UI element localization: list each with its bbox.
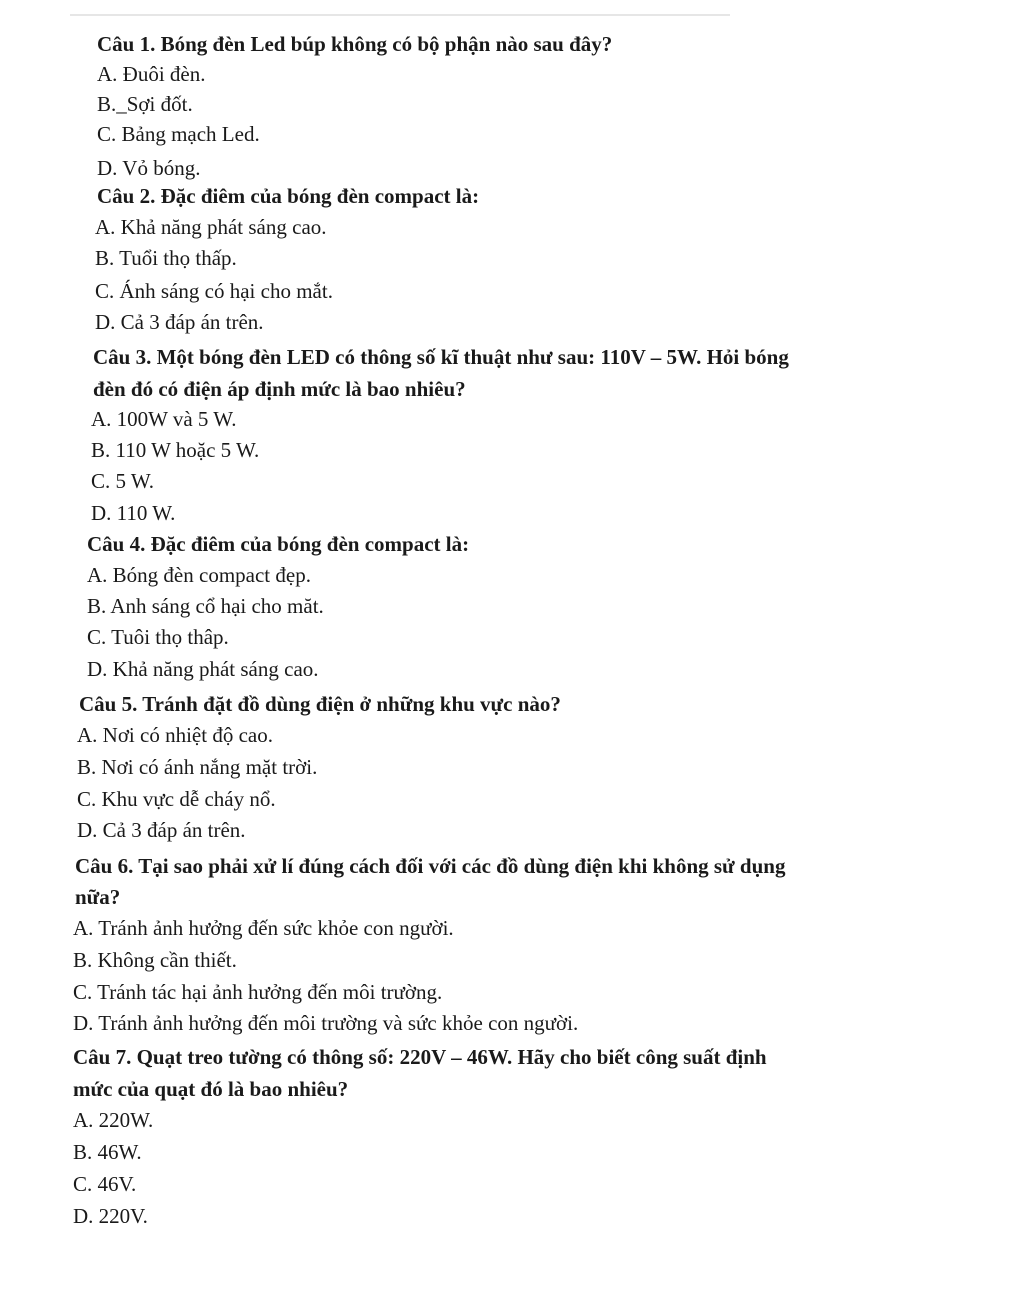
question-6-title-line-1: Câu 6. Tại sao phải xử lí đúng cách đối với các đồ dùng điện khi không sử dụng xyxy=(75,854,786,878)
question-4-title: Câu 4. Đặc điêm của bóng đèn compact là: xyxy=(87,532,470,556)
question-7-option-d: D. 220V. xyxy=(73,1204,148,1228)
question-7-option-b: B. 46W. xyxy=(73,1140,142,1164)
question-7-title-line-2: mức của quạt đó là bao nhiêu? xyxy=(73,1077,349,1101)
question-7-option-a: A. 220W. xyxy=(73,1108,154,1132)
question-2-option-c: C. Ánh sáng có hại cho mắt. xyxy=(95,279,333,303)
question-2-option-a: A. Khả năng phát sáng cao. xyxy=(95,215,327,239)
question-1-option-a: A. Đuôi đèn. xyxy=(97,62,206,86)
question-7-title-line-1: Câu 7. Quạt treo tường có thông số: 220V – 46W. Hãy cho biết công suất định xyxy=(73,1045,767,1069)
question-1-option-b: B._Sợi đốt. xyxy=(97,92,193,116)
question-2-option-d: D. Cả 3 đáp án trên. xyxy=(95,310,264,334)
question-1-title: Câu 1. Bóng đèn Led búp không có bộ phận nào sau đây? xyxy=(97,32,613,56)
question-5-title: Câu 5. Tránh đặt đồ dùng điện ở những khu vực nào? xyxy=(79,692,561,716)
question-4-option-c: C. Tuôi thọ thâp. xyxy=(87,625,229,649)
question-3-option-a: A. 100W và 5 W. xyxy=(91,407,237,431)
question-3-option-d: D. 110 W. xyxy=(91,501,176,525)
question-2-option-b: B. Tuổi thọ thấp. xyxy=(95,246,237,270)
question-3-option-b: B. 110 W hoặc 5 W. xyxy=(91,438,260,462)
top-divider xyxy=(70,14,730,16)
question-3-title-line-1: Câu 3. Một bóng đèn LED có thông số kĩ thuật như sau: 110V – 5W. Hỏi bóng xyxy=(93,345,789,369)
question-3-option-c: C. 5 W. xyxy=(91,469,155,493)
question-5-option-a: A. Nơi có nhiệt độ cao. xyxy=(77,723,273,747)
question-5-option-b: B. Nơi có ánh nắng mặt trời. xyxy=(77,755,318,779)
question-6-option-c: C. Tránh tác hại ảnh hưởng đến môi trường. xyxy=(73,980,443,1004)
question-2-title: Câu 2. Đặc điêm của bóng đèn compact là: xyxy=(97,184,480,208)
question-5-option-c: C. Khu vực dễ cháy nổ. xyxy=(77,787,276,811)
question-6-option-b: B. Không cần thiết. xyxy=(73,948,237,972)
question-1-option-c: C. Bảng mạch Led. xyxy=(97,122,260,146)
question-6-title-line-2: nữa? xyxy=(75,885,121,909)
question-5-option-d: D. Cả 3 đáp án trên. xyxy=(77,818,246,842)
question-3-title-line-2: đèn đó có điện áp định mức là bao nhiêu? xyxy=(93,377,466,401)
question-1-option-d: D. Vỏ bóng. xyxy=(97,156,201,180)
question-4-option-b: B. Anh sáng cổ hại cho măt. xyxy=(87,594,324,618)
question-4-option-d: D. Khả năng phát sáng cao. xyxy=(87,657,319,681)
question-7-option-c: C. 46V. xyxy=(73,1172,137,1196)
question-6-option-a: A. Tránh ảnh hưởng đến sức khỏe con người. xyxy=(73,916,454,940)
question-6-option-d: D. Tránh ảnh hưởng đến môi trường và sức khỏe con người. xyxy=(73,1011,579,1035)
question-4-option-a: A. Bóng đèn compact đẹp. xyxy=(87,563,311,587)
